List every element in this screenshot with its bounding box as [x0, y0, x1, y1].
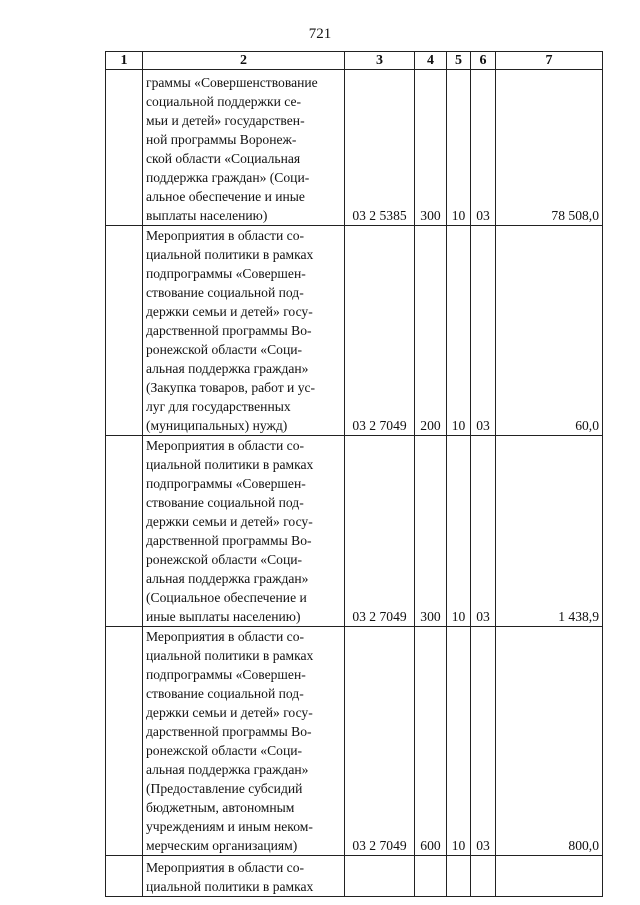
- description-cell: граммы «Совершенствование социальной поддержки се- мьи и детей» государствен- ной программы Воронеж- ской области «Социальная поддержка граждан» (Соци- альное обеспечение и иные выплаты населению): [143, 70, 345, 226]
- amount-cell: 78 508,0: [496, 70, 603, 226]
- row-index-cell: [106, 856, 143, 897]
- column-header-3: 3: [345, 52, 415, 70]
- budget-table: [105, 51, 603, 897]
- section-cell: 10: [447, 627, 471, 856]
- amount-cell: 800,0: [496, 627, 603, 856]
- column-header-5: 5: [447, 52, 471, 70]
- subsection-cell: 03: [471, 226, 496, 436]
- target-code-cell: 03 2 7049: [345, 436, 415, 627]
- subsection-cell: [471, 856, 496, 897]
- header-row: [106, 52, 603, 70]
- section-cell: 10: [447, 226, 471, 436]
- description-cell: Мероприятия в области со- циальной политики в рамках подпрограммы «Совершен- ствование социальной под- держки семьи и детей» госу- дарственной программы Во- ронежской области «Соци- альная поддержка граждан» (Предоставление субсидий бюджетным, автономным учреждениям и иным неком- мерческим организациям): [143, 627, 345, 856]
- description-cell: Мероприятия в области со- циальной политики в рамках подпрограммы «Совершен- ствование социальной под- держки семьи и детей» госу- дарственной программы Во- ронежской области «Соци- альная поддержка граждан» (Закупка товаров, работ и ус- луг для государственных (муниципальных) нужд): [143, 226, 345, 436]
- table-row: [106, 627, 603, 856]
- description-cell: Мероприятия в области со- циальной политики в рамках подпрограммы «Совершен- ствование социальной под- держки семьи и детей» госу- дарственной программы Во- ронежской области «Соци- альная поддержка граждан» (Социальное обеспечение и иные выплаты населению): [143, 436, 345, 627]
- column-header-1: 1: [106, 52, 143, 70]
- target-code-cell: 03 2 7049: [345, 627, 415, 856]
- section-cell: 10: [447, 436, 471, 627]
- table-row: [106, 436, 603, 627]
- table-row: [106, 70, 603, 226]
- description-cell: Мероприятия в области со- циальной политики в рамках: [143, 856, 345, 897]
- column-header-4: 4: [415, 52, 447, 70]
- section-cell: [447, 856, 471, 897]
- column-header-6: 6: [471, 52, 496, 70]
- section-cell: 10: [447, 70, 471, 226]
- row-index-cell: [106, 627, 143, 856]
- target-code-cell: 03 2 5385: [345, 70, 415, 226]
- target-code-cell: [345, 856, 415, 897]
- amount-cell: [496, 856, 603, 897]
- page-number: 721: [308, 26, 332, 42]
- target-code-cell: 03 2 7049: [345, 226, 415, 436]
- column-header-2: 2: [143, 52, 345, 70]
- row-index-cell: [106, 226, 143, 436]
- subsection-cell: 03: [471, 70, 496, 226]
- column-header-7: 7: [496, 52, 603, 70]
- table-row: [106, 226, 603, 436]
- expense-type-cell: 300: [415, 436, 447, 627]
- table-row: [106, 856, 603, 897]
- row-index-cell: [106, 70, 143, 226]
- subsection-cell: 03: [471, 436, 496, 627]
- subsection-cell: 03: [471, 627, 496, 856]
- expense-type-cell: 200: [415, 226, 447, 436]
- expense-type-cell: 600: [415, 627, 447, 856]
- expense-type-cell: 300: [415, 70, 447, 226]
- amount-cell: 60,0: [496, 226, 603, 436]
- expense-type-cell: [415, 856, 447, 897]
- amount-cell: 1 438,9: [496, 436, 603, 627]
- row-index-cell: [106, 436, 143, 627]
